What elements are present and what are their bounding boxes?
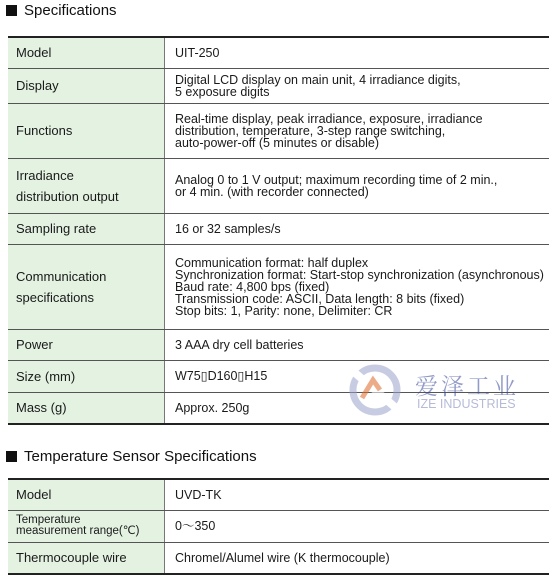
row-label: Sampling rate (8, 213, 165, 244)
row-value: 16 or 32 samples/s (165, 213, 550, 244)
table-row (8, 213, 549, 244)
row-value: Communication format: half duplex Synchronization format: Start-stop synchronization (asynchronous) Baud rate: 4,800 bps (fixed) Transmission code: ASCII, Data length: 8 bits (fixed) Stop bits: 1, Parity: none, Delimiter: CR (165, 244, 550, 329)
row-label: Power (8, 329, 165, 360)
row-label: Display (8, 68, 165, 103)
table-row (8, 542, 549, 574)
temperature-sensor-table (8, 478, 549, 575)
watermark-en-text: IZE INDUSTRIES (417, 397, 516, 411)
table-row (8, 360, 549, 392)
table-row (8, 479, 549, 510)
row-label: Irradiance distribution output (8, 158, 165, 213)
row-label: Size (mm) (8, 360, 165, 392)
row-value: Digital LCD display on main unit, 4 irradiance digits, 5 exposure digits (165, 68, 550, 103)
row-label: Thermocouple wire (8, 542, 165, 574)
row-value: 3 AAA dry cell batteries (165, 329, 550, 360)
row-value: UIT-250 (165, 37, 550, 68)
row-value: W75▯D160▯H15 (165, 360, 550, 392)
table-row (8, 329, 549, 360)
row-value: UVD-TK (165, 479, 550, 510)
temperature-sensor-heading (6, 448, 257, 465)
section-title: Specifications (24, 2, 117, 19)
row-value: Chromel/Alumel wire (K thermocouple) (165, 542, 550, 574)
row-value: Real-time display, peak irradiance, exposure, irradiance distribution, temperature, 3-step range switching, auto-power-off (5 minutes or disable) (165, 103, 550, 158)
row-value: 0～350 (165, 510, 550, 542)
row-label: Model (8, 37, 165, 68)
table-row (8, 510, 549, 542)
row-label: Model (8, 479, 165, 510)
row-value: Approx. 250g (165, 392, 550, 424)
row-label: Functions (8, 103, 165, 158)
row-label: Mass (g) (8, 392, 165, 424)
table-row (8, 392, 549, 424)
specifications-heading (6, 2, 117, 19)
specifications-table (8, 36, 549, 425)
row-label: Temperature measurement range(℃) (8, 510, 165, 542)
square-bullet-icon (6, 451, 17, 462)
table-row (8, 103, 549, 158)
watermark-cn-text: 爱泽工业 (415, 374, 519, 400)
table-row (8, 158, 549, 213)
table-row (8, 244, 549, 329)
square-bullet-icon (6, 5, 17, 16)
section-title: Temperature Sensor Specifications (24, 448, 257, 465)
table-row (8, 37, 549, 68)
row-value: Analog 0 to 1 V output; maximum recording time of 2 min., or 4 min. (with recorder connected) (165, 158, 550, 213)
table-row (8, 68, 549, 103)
row-label: Communication specifications (8, 244, 165, 329)
